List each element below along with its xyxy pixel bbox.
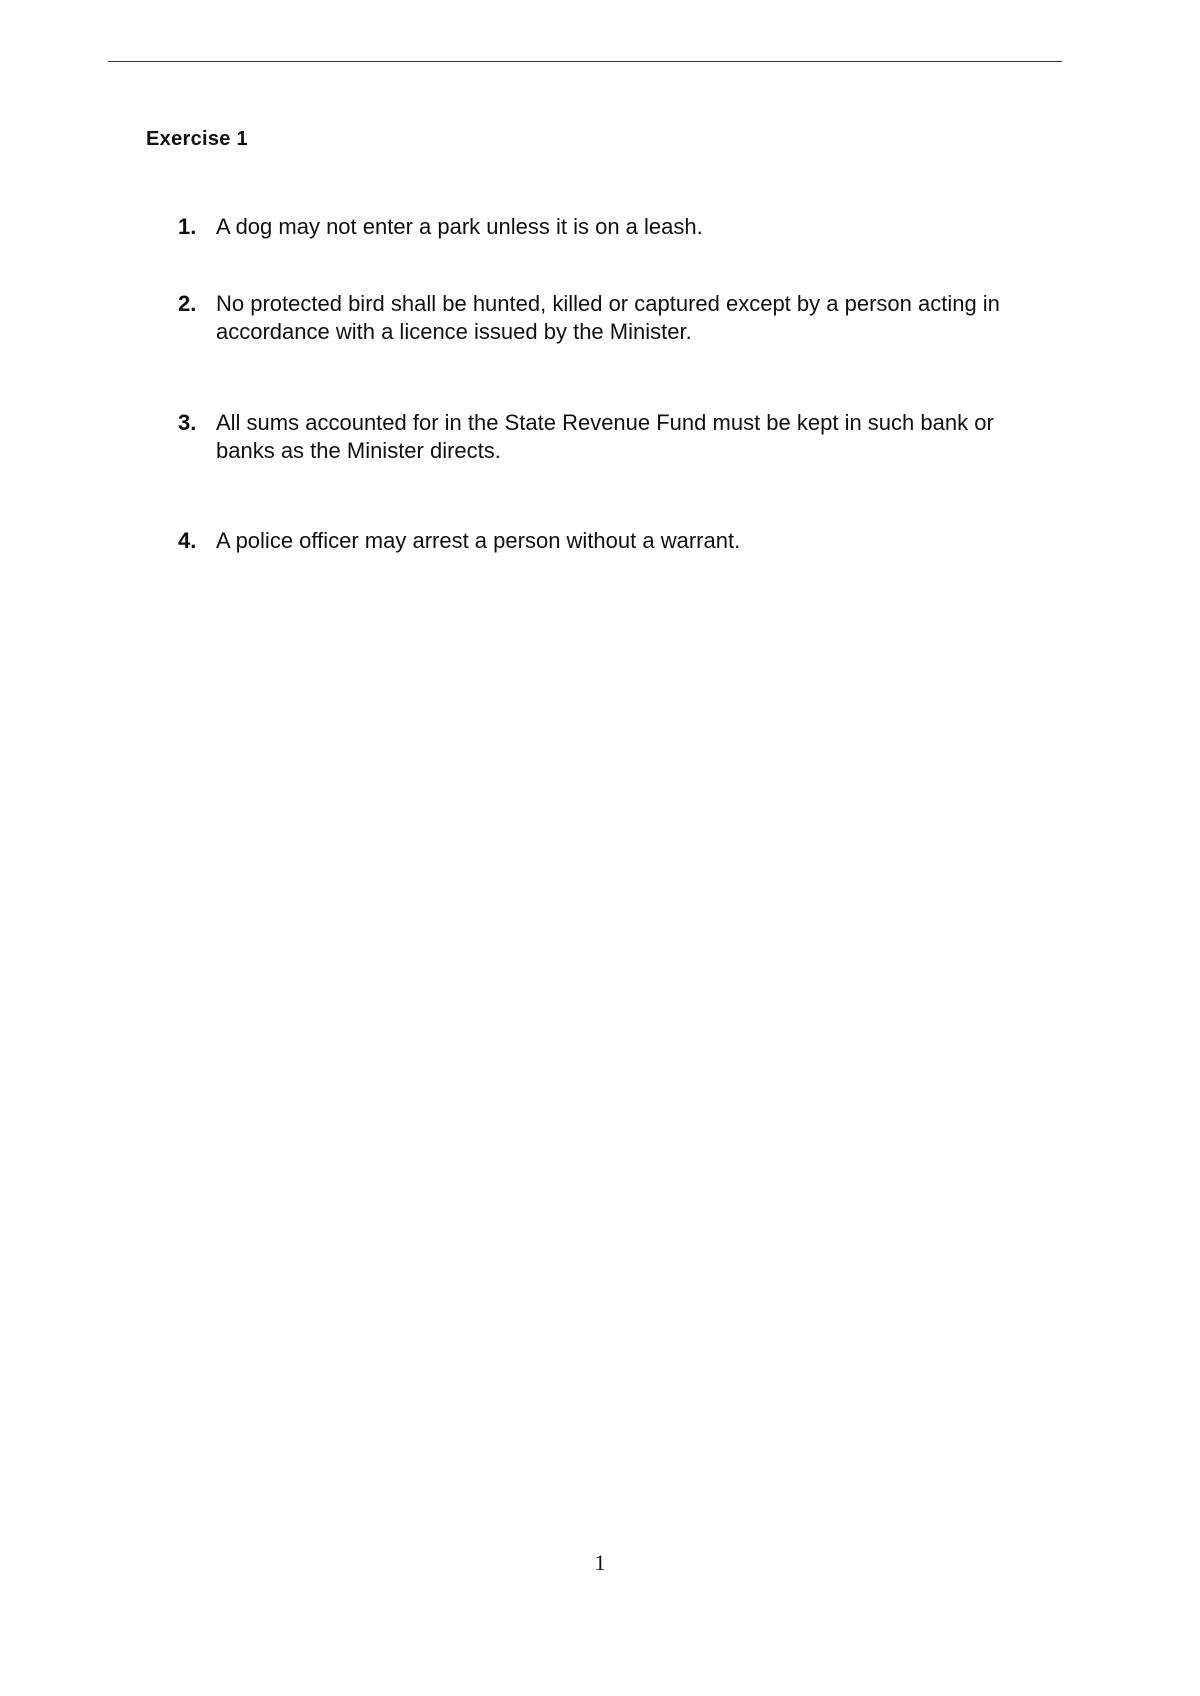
- exercise-title: Exercise 1: [146, 128, 248, 150]
- list-item-text: A dog may not enter a park unless it is on a leash.: [216, 214, 703, 239]
- list-item-text: A police officer may arrest a person without a warrant.: [216, 528, 741, 553]
- list-item-number: 1.: [178, 214, 197, 239]
- list-item-number: 4.: [178, 528, 197, 553]
- list-item-number: 3.: [178, 410, 197, 435]
- list-item-text: No protected bird shall be hunted, killed or captured except by a person acting in accordance with a licence issued by the Minister.: [216, 291, 1000, 344]
- list-item-text: All sums accounted for in the State Revenue Fund must be kept in such bank or banks as the Minister directs.: [216, 410, 994, 463]
- header-rule: [108, 61, 1062, 62]
- page-number: 1: [594, 1550, 606, 1575]
- list-item-number: 2.: [178, 291, 197, 316]
